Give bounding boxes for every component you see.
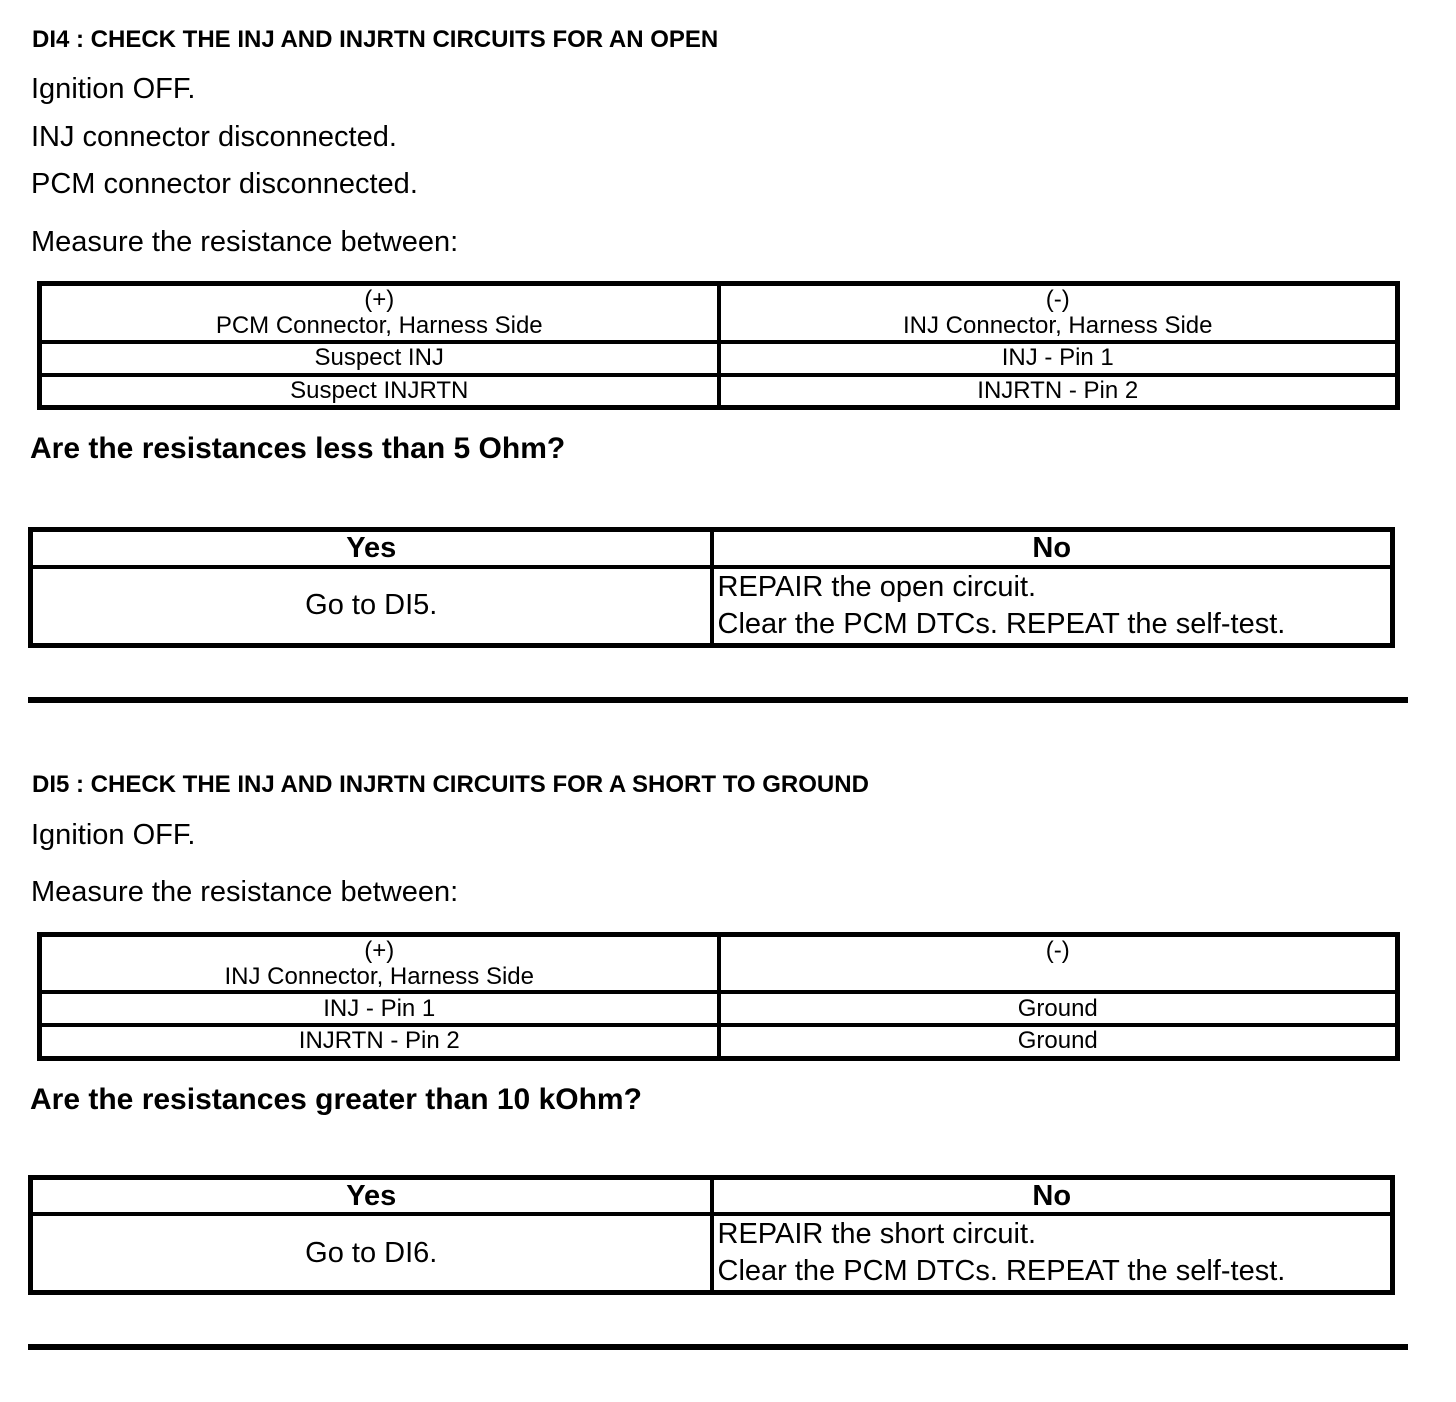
measurement-header-negative <box>719 284 1398 342</box>
measurement-cell: INJ - Pin 1 <box>40 992 719 1025</box>
measure-instruction: Measure the resistance between: <box>31 875 459 908</box>
no-action <box>712 1214 1393 1293</box>
precondition-ignition-off: Ignition OFF. <box>31 818 196 851</box>
measurement-row <box>40 992 1398 1025</box>
no-header: No <box>712 1177 1393 1214</box>
measurement-row <box>40 342 1398 375</box>
section-di4-heading: DI4 : CHECK THE INJ AND INJRTN CIRCUITS FOR AN OPEN <box>32 26 719 53</box>
section-di5-heading: DI5 : CHECK THE INJ AND INJRTN CIRCUITS FOR A SHORT TO GROUND <box>32 770 869 798</box>
pinpoint-test-di4 <box>0 26 1456 703</box>
precondition-pcm-disconnected: PCM connector disconnected. <box>31 168 418 200</box>
measurement-cell: INJ - Pin 1 <box>719 342 1398 375</box>
measurement-header-negative <box>719 934 1398 992</box>
resistance-question: Are the resistances less than 5 Ohm? <box>30 432 566 465</box>
precondition-ignition-off: Ignition OFF. <box>31 73 196 105</box>
measurement-cell: Suspect INJ <box>40 342 719 375</box>
measurement-table-di4 <box>37 281 1400 410</box>
yes-action: Go to DI5. <box>31 567 712 646</box>
decision-header-row <box>31 1177 1393 1214</box>
decision-body-row <box>31 1214 1393 1293</box>
decision-body-row <box>31 567 1393 646</box>
polarity-positive-label: (+) <box>364 936 395 964</box>
measurement-row <box>40 375 1398 408</box>
measurement-cell: INJRTN - Pin 2 <box>719 375 1398 408</box>
connector-positive-label: INJ Connector, Harness Side <box>224 962 534 990</box>
decision-table-di4 <box>28 527 1395 648</box>
no-action <box>712 567 1393 646</box>
measurement-cell: Suspect INJRTN <box>40 375 719 408</box>
decision-header-row <box>31 530 1393 567</box>
no-action-line: REPAIR the short circuit. <box>717 1218 1037 1250</box>
no-action-line: Clear the PCM DTCs. REPEAT the self-test. <box>717 607 1286 640</box>
yes-header: Yes <box>31 1177 712 1214</box>
measurement-header-positive <box>40 934 719 992</box>
no-action-line: REPAIR the open circuit. <box>717 570 1037 603</box>
precondition-inj-disconnected: INJ connector disconnected. <box>31 121 397 153</box>
yes-header: Yes <box>31 530 712 567</box>
connector-negative-label: INJ Connector, Harness Side <box>903 312 1213 339</box>
section-divider <box>28 1344 1408 1350</box>
decision-table-di5 <box>28 1175 1395 1296</box>
resistance-question: Are the resistances greater than 10 kOhm? <box>30 1082 642 1116</box>
no-action-line: Clear the PCM DTCs. REPEAT the self-test. <box>717 1255 1286 1287</box>
measurement-cell: Ground <box>719 992 1398 1025</box>
yes-action: Go to DI6. <box>31 1214 712 1293</box>
measurement-header-row <box>40 934 1398 992</box>
pinpoint-test-di5 <box>0 771 1456 1351</box>
connector-positive-label: PCM Connector, Harness Side <box>215 312 543 339</box>
section-divider <box>28 697 1408 703</box>
measurement-header-positive <box>40 284 719 342</box>
measurement-row <box>40 1025 1398 1058</box>
polarity-negative-label: (-) <box>1045 936 1070 964</box>
measurement-table-di5 <box>37 932 1400 1061</box>
no-header: No <box>712 530 1393 567</box>
measurement-header-row <box>40 284 1398 342</box>
polarity-positive-label: (+) <box>364 286 395 313</box>
measurement-cell: INJRTN - Pin 2 <box>40 1025 719 1058</box>
polarity-negative-label: (-) <box>1045 286 1070 313</box>
measurement-cell: Ground <box>719 1025 1398 1058</box>
measure-instruction: Measure the resistance between: <box>31 226 459 258</box>
